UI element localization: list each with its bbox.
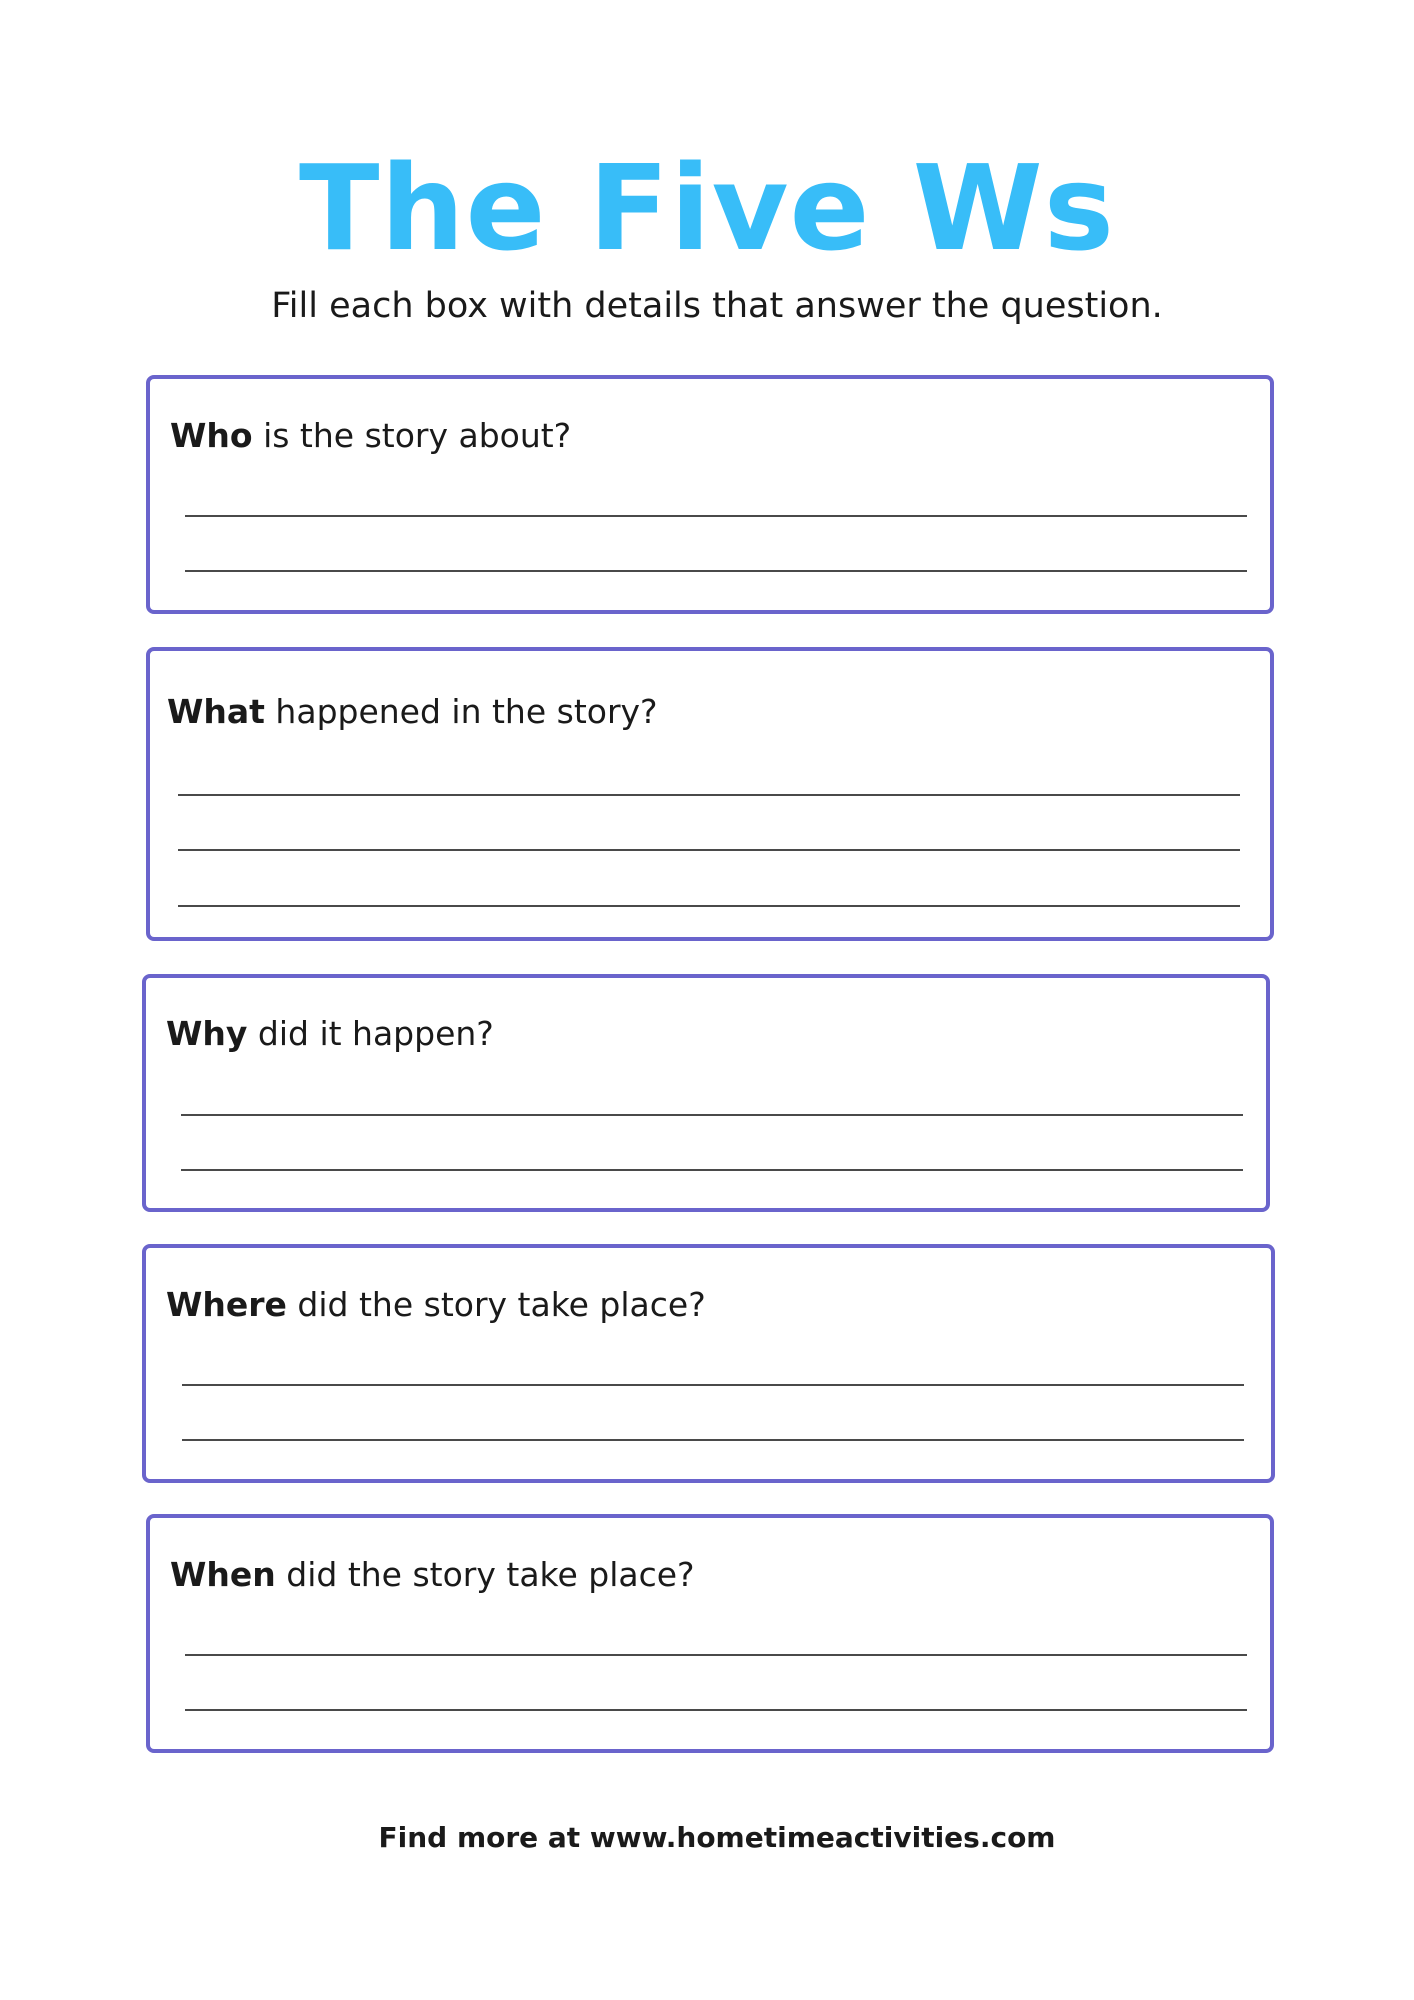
question-text: did the story take place? [286, 1285, 706, 1324]
question-box-when [146, 1514, 1274, 1753]
question-keyword: Why [166, 1014, 248, 1053]
question-text: did it happen? [247, 1014, 494, 1053]
question-box-why [142, 974, 1270, 1212]
answer-line[interactable] [182, 1384, 1244, 1386]
footer-link-text: Find more at www.hometimeactivities.com [378, 1821, 1056, 1854]
question-keyword: What [167, 692, 265, 731]
question-text: did the story take place? [275, 1555, 695, 1594]
answer-line[interactable] [182, 1439, 1244, 1441]
question-why [166, 1012, 494, 1056]
question-where [166, 1283, 706, 1327]
answer-line[interactable] [181, 1169, 1243, 1171]
answer-line[interactable] [178, 794, 1240, 796]
question-what [167, 690, 658, 734]
question-keyword: When [170, 1555, 276, 1594]
page-title: The Five Ws [298, 139, 1116, 277]
question-when [170, 1553, 695, 1597]
answer-line[interactable] [185, 570, 1247, 572]
answer-line[interactable] [178, 849, 1240, 851]
question-text: happened in the story? [264, 692, 658, 731]
question-keyword: Where [166, 1285, 287, 1324]
question-text: is the story about? [252, 416, 572, 455]
instructions: Fill each box with details that answer the question. [271, 286, 1163, 326]
question-box-who [146, 375, 1274, 614]
answer-line[interactable] [181, 1114, 1243, 1116]
answer-line[interactable] [185, 1709, 1247, 1711]
answer-line[interactable] [185, 515, 1247, 517]
answer-line[interactable] [178, 905, 1240, 907]
answer-line[interactable] [185, 1654, 1247, 1656]
question-box-where [142, 1244, 1275, 1483]
question-keyword: Who [170, 416, 253, 455]
question-who [170, 414, 571, 458]
